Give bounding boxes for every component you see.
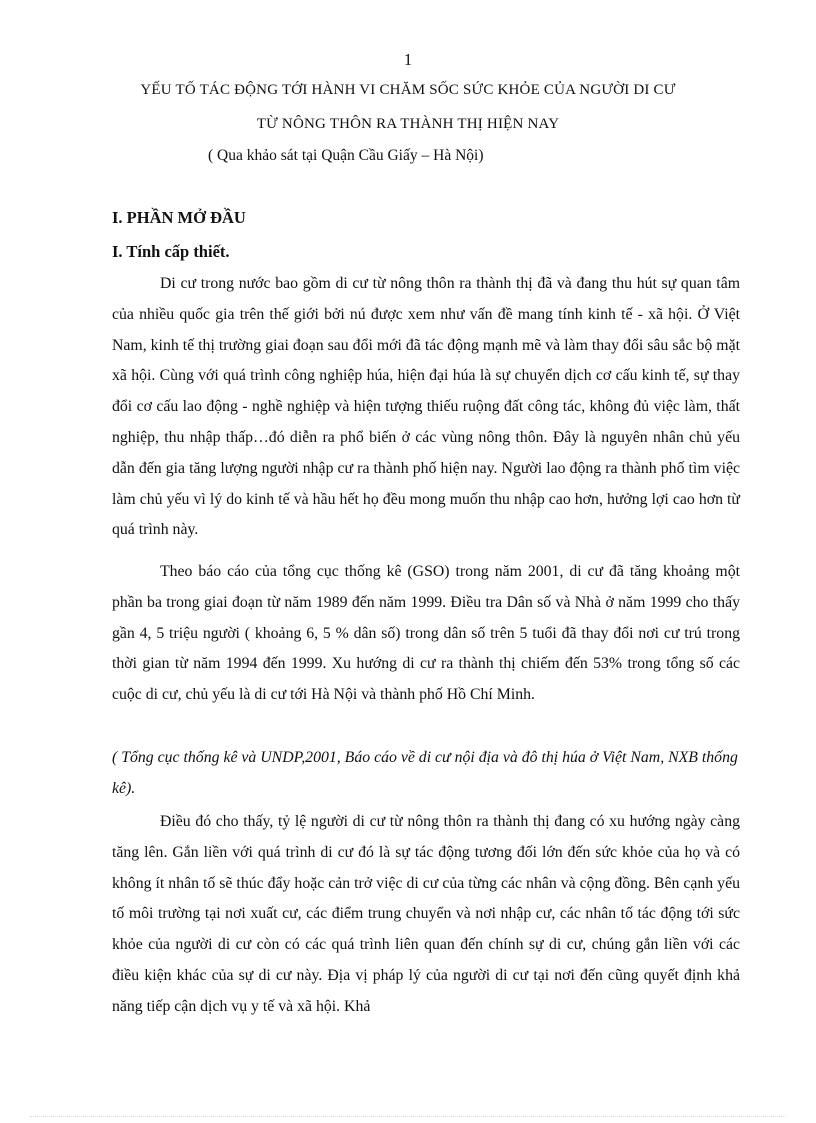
- page-number: 1: [403, 50, 413, 69]
- document-subtitle: ( Qua khảo sát tại Quận Cầu Giấy – Hà Nội): [208, 147, 484, 164]
- paragraph-1: Di cư trong nước bao gồm di cư từ nông thôn ra thành thị đã và đang thu hút sự quan tâm của nhiều quốc gia trên thế giới bởi nú được xem như vấn đề mang tính kinh tế - xã hội. Ở Việt Nam, kinh tế thị trường giai đoạn sau đổi mới đã tác động mạnh mẽ và làm thay đổi sâu sắc bộ mặt xã hội. Cùng với quá trình công nghiệp húa, hiện đại húa là sự chuyển dịch cơ cấu kinh tế, sự thay đổi cơ cấu lao động - nghề nghiệp và hiện tượng thiếu ruộng đất công tác, không đủ việc làm, thất nghiệp, thu nhập thấp…đó diễn ra phổ biến ở các vùng nông thôn. Đây là nguyên nhân chủ yếu dẫn đến gia tăng lượng người nhập cư ra thành phố hiện nay. Người lao động ra thành phố tìm việc làm chủ yếu vì lý do kinh tế và hầu hết họ đều mong muốn thu nhập cao hơn, hưởng lợi cao hơn từ quá trình này.: [112, 275, 740, 539]
- document-title-line-2: TỪ NÔNG THÔN RA THÀNH THỊ HIỆN NAY: [256, 116, 560, 132]
- section-heading: I. PHẦN MỞ ĐẦU: [112, 208, 246, 227]
- paragraph-3: Điều đó cho thấy, tỷ lệ người di cư từ nông thôn ra thành thị đang có xu hướng ngày càng tăng lên. Gắn liền với quá trình di cư đó là sự tác động tương đối lớn đến sức khỏe của họ và có không ít nhân tố sẽ thúc đẩy hoặc cản trở việc di cư của từng các nhân và cộng đồng. Bên cạnh yếu tố môi trường tại nơi xuất cư, các điểm trung chuyển và nơi nhập cư, các nhân tố tác động tới sức khỏe của người di cư còn có các quá trình liên quan đến chính sự di cư, chúng gắn liền với các điều kiện khác của sự di cư này. Địa vị pháp lý của người di cư tại nơi đến cũng quyết định khả năng tiếp cận dịch vụ y tế và xã hội. Khả: [112, 813, 740, 1015]
- paragraph-2: Theo báo cáo của tổng cục thống kê (GSO) trong năm 2001, di cư đã tăng khoảng một phần ba trong giai đoạn từ năm 1989 đến năm 1999. Điều tra Dân số và Nhà ở năm 1999 cho thấy gần 4, 5 triệu người ( khoảng 6, 5 % dân số) trong dân số trên 5 tuổi đã thay đổi nơi cư trú trong thời gian từ năm 1994 đến 1999. Xu hướng di cư ra thành thị chiếm đến 53% trong tổng số các cuộc di cư, chủ yếu là di cư tới Hà Nội và thành phố Hồ Chí Minh.: [112, 563, 740, 704]
- citation: ( Tổng cục thống kê và UNDP,2001, Báo cáo về di cư nội địa và đô thị húa ở Việt Nam, NXB thống kê).: [112, 749, 738, 797]
- document-title-line-1: YẾU TỐ TÁC ĐỘNG TỚI HÀNH VI CHĂM SỐC SỨC KHỎE CỦA NGƯỜI DI CƯ: [140, 82, 676, 98]
- subsection-heading: I. Tính cấp thiết.: [112, 242, 230, 261]
- footer-divider: [30, 1116, 786, 1117]
